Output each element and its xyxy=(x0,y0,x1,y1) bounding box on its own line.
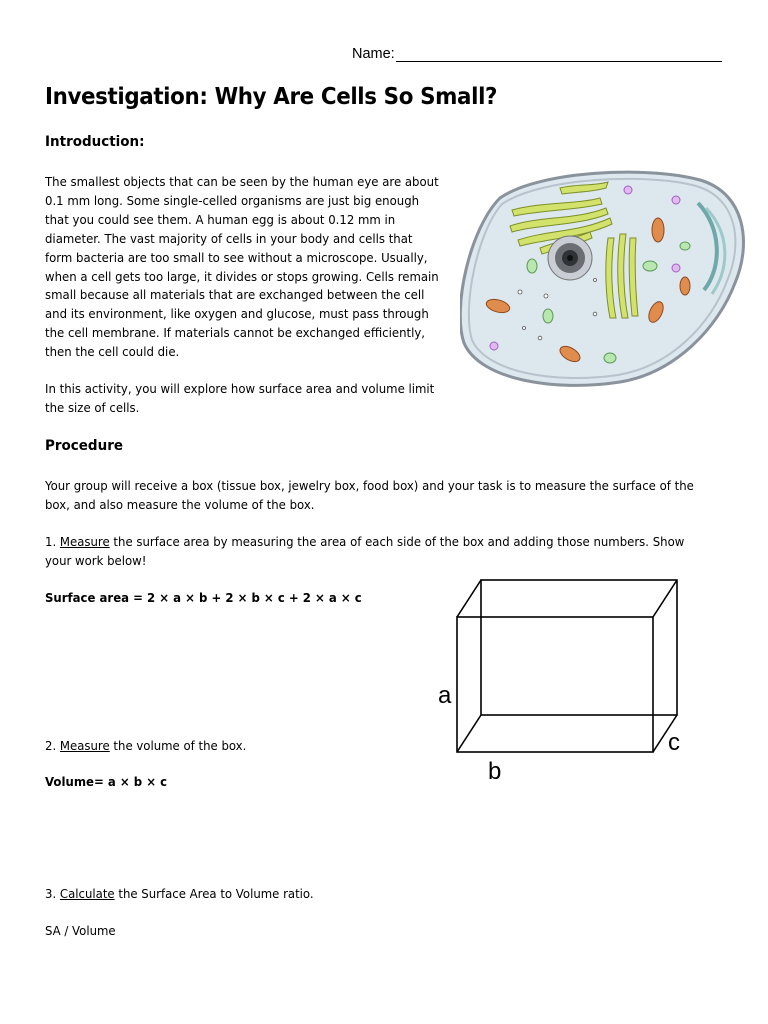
step-text-line-2: your work below! xyxy=(45,552,147,568)
text-line: small because all materials that are exchanged between the cell xyxy=(45,287,425,303)
name-field[interactable] xyxy=(352,46,722,62)
step-text: the surface area by measuring the area of each side of the box and adding those numbers. Show xyxy=(109,534,685,549)
text-line: the size of cells. xyxy=(45,399,140,415)
procedure-heading: Procedure xyxy=(45,438,123,454)
text-line: 0.1 mm long. Some single-celled organisms are just big enough xyxy=(45,192,420,208)
label-c: c xyxy=(668,729,680,756)
step-number: 1. xyxy=(45,534,57,549)
name-blank-line[interactable] xyxy=(396,46,722,62)
introduction-paragraph-1 xyxy=(45,173,439,362)
surface-area-formula: Surface area = 2 × a × b + 2 × b × c + 2 × a × c xyxy=(45,590,362,605)
step-verb: Measure xyxy=(59,534,110,549)
text-line: when a cell gets too large, it divides or stops growing. Cells remain xyxy=(45,268,439,284)
text-line: The smallest objects that can be seen by the human eye are about xyxy=(45,174,439,189)
text-line: form bacteria are too small to see without a microscope. Usually, xyxy=(45,249,428,265)
name-label: Name: xyxy=(352,46,395,62)
step-verb: Calculate xyxy=(59,886,115,901)
step-verb: Measure xyxy=(59,738,110,753)
ratio-formula: SA / Volume xyxy=(45,923,116,938)
step-text: the volume of the box. xyxy=(109,738,247,753)
label-a: a xyxy=(438,682,452,709)
introduction-paragraph-2 xyxy=(45,380,434,418)
label-b: b xyxy=(488,758,502,785)
text-line: then the cell could die. xyxy=(45,344,180,360)
introduction-heading: Introduction: xyxy=(45,134,145,150)
procedure-intro xyxy=(45,477,694,515)
volume-formula: Volume= a × b × c xyxy=(45,774,168,789)
step-number: 2. xyxy=(45,738,57,753)
text-line: and its environment, like oxygen and glucose, must pass through xyxy=(45,306,429,322)
step-1-instruction xyxy=(45,533,684,571)
step-2-instruction xyxy=(45,737,246,756)
step-number: 3. xyxy=(45,886,57,901)
text-line: the cell membrane. If materials cannot be exchanged efficiently, xyxy=(45,325,426,341)
text-line: In this activity, you will explore how surface area and volume limit xyxy=(45,381,435,396)
step-3-instruction xyxy=(45,885,314,904)
text-line: box, and also measure the volume of the box. xyxy=(45,496,315,512)
text-line: Your group will receive a box (tissue box, jewelry box, food box) and your task is to measure the surface of the xyxy=(45,478,694,493)
page-title: Investigation: Why Are Cells So Small? xyxy=(45,84,498,110)
animal-cell-illustration-icon xyxy=(460,168,750,393)
step-text: the Surface Area to Volume ratio. xyxy=(114,886,314,901)
text-line: that you could see them. A human egg is about 0.12 mm in xyxy=(45,211,396,227)
box-diagram xyxy=(430,572,700,792)
text-line: diameter. The vast majority of cells in your body and cells that xyxy=(45,230,413,246)
